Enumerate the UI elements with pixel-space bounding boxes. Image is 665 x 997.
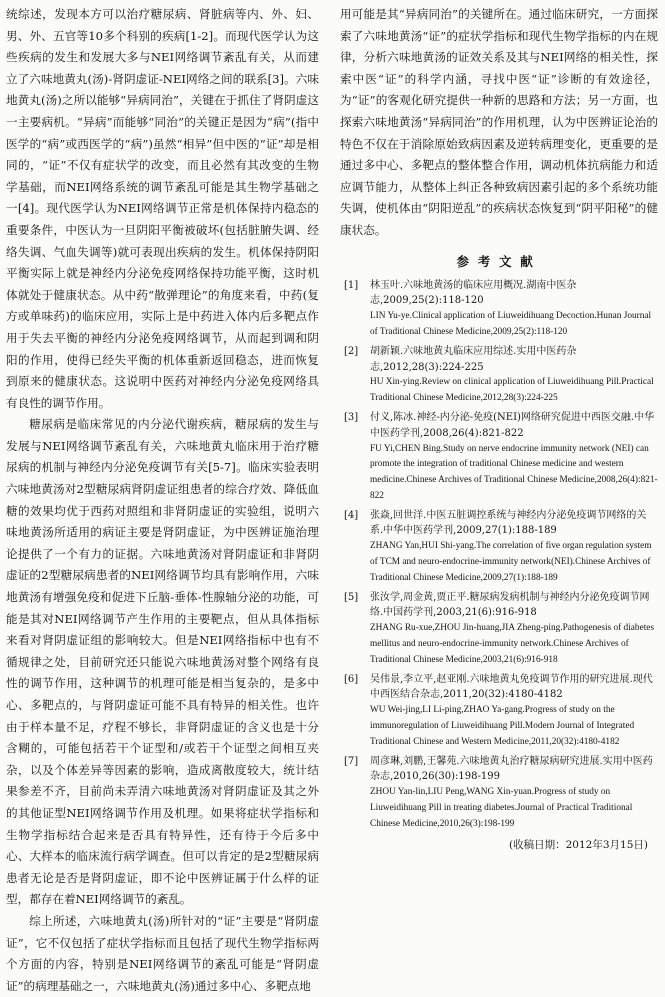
reference-item (340, 590, 658, 669)
reference-number: [2] (344, 345, 359, 357)
reference-english: FU Yi,CHEN Bing.Study on nerve endocrine immunity network (NEI) can promote the integration of traditional Chinese medicine and western medicine.Chinese Archives of Traditional Chinese Medicine,2008,26(4):821-822 (370, 443, 658, 501)
reference-english: ZHOU Yan-lin,LIU Peng,WANG Xin-yuan.Progress of study on Liuweidihuang Pill in treating diabetes.Journal of Practical Traditional Chinese Medicine,2010,26(3):198-199 (370, 787, 633, 829)
right-column (340, 4, 658, 853)
body-paragraph: 糖尿病是临床常见的内分泌代谢疾病，糖尿病的发生与发展与NEI网络调节紊乱有关，六味地黄丸临床用于治疗糖尿病的机制与神经内分泌免疫调节有关[5-7]。临床实验表明六味地黄汤对2型糖尿病肾阴虚证组患者的综合疗效、降低血糖的效果均优于西药对照组和非肾阴虚证的实验组，说明六味地黄汤所适用的病证主要是肾阴虚证，为中医辨证施治理论提供了一个有力的证据。六味地黄汤对肾阴虚证和非肾阴虚证的2型糖尿病患者的NEI网络调节均具有影响作用，六味地黄汤有增强免疫和促进下丘脑-垂体-性腺轴分泌的功能，可能是其对NEI网络调节产生作用的主要靶点，但从具体指标来看对肾阴虚证组的影响较大。但是NEI网络指标中也有不循规律之处，目前研究还只能说六味地黄汤对整个网络有良性的调节作用，这种调节的机理可能是相当复杂的，是多中心、多靶点的，与肾阴虚证可能不具有特异的相关性。也许由于样本量不足，疗程不够长，非肾阴虚证的含义也是十分含糊的，可能包括若干个证型和/或若干个证型之间相互夹杂，以及个体差异等因素的影响，造成离散度较大，统计结果参差不齐，目前尚未弄清六味地黄汤对肾阴虚证及其之外的其他证型NEI网络调节作用及机理。如果将症状学指标和生物学指标结合起来是否具有特异性，还有待于今后多中心、大样本的临床流行病学调查。但可以肯定的是2型糖尿病患者无论是否是肾阴虚证，即不论中医辨证属于什么样的证型，都存在着NEI网络调节的紊乱。 (6, 417, 319, 907)
reference-chinese: 付义,陈冰.神经-内分泌-免疫(NEI)网络研究促进中西医交融.中华中医药学刊,2008,26(4):821-822 (370, 411, 655, 439)
reference-item (340, 754, 658, 833)
reference-item (340, 344, 658, 407)
received-date: (收稿日期：2012年3月15日) (509, 838, 648, 851)
reference-chinese: 张焱,回世洋.中医五脏调控系统与神经内分泌免疫调节网络的关系.中华中医药学刊,2009,27(1):188-189 (370, 509, 647, 537)
reference-english: HU Xin-ying.Review on clinical application of Liuweidihuang Pill.Practical Traditional Chinese Medicine,2012,28(3):224-225 (370, 377, 654, 404)
reference-english: ZHANG Ru-xue,ZHOU Jin-huang,JIA Zheng-ping.Pathogenesis of diabetes mellitus and neuro-endocrine-immunity network.Chinese Archives of Traditional Chinese Medicine,2003,21(6):916-918 (370, 623, 655, 665)
reference-english: LIN Yu-ye.Clinical application of Liuweidihuang Decoction.Hunan Journal of Traditional Chinese Medicine,2009,25(2):118-120 (370, 311, 652, 337)
left-column (6, 4, 319, 997)
reference-item (340, 508, 658, 587)
reference-number: [5] (344, 591, 359, 603)
reference-chinese: 林玉叶.六味地黄汤的临床应用概况.湖南中医杂志,2009,25(2):118-120 (370, 279, 577, 307)
body-paragraph: 用可能是其“异病同治”的关键所在。通过临床研究，一方面探索了六味地黄汤“证”的症状学指标和现代生物学指标的内在规律，分析六味地黄汤的证效关系及其与NEI网络的相关性，探索中医“证”的科学内涵，寻找中医“证”诊断的有效途径，为“证”的客观化研究提供一种新的思路和方法；另一方面，也探索六味地黄汤“异病同治”的作用机理，认为中医辨证论治的特色不仅在于消除原始致病因素及逆转病理变化，更重要的是通过多中心、多靶点的整体整合作用，调动机体抗病能力和适应调节能力，从整体上纠正各种致病因素引起的多个系统功能失调，使机体由“阴阳逆乱”的疾病状态恢复到“阴平阳秘”的健康状态。 (340, 7, 658, 237)
reference-item (340, 672, 658, 751)
reference-chinese: 胡新颖.六味地黄丸临床应用综述.实用中医药杂志,2012,28(3):224-225 (370, 345, 577, 373)
reference-english: ZHANG Yan,HUI Shi-yang.The correlation of five organ regulation system of TCM and neuro-endocrine-immunity network(NEI).Chinese Archives of Traditional Chinese Medicine,2009,27(1):188-189 (370, 541, 652, 583)
reference-chinese: 吴伟景,李立平,赵亚刚.六味地黄丸免疫调节作用的研究进展.现代中西医结合杂志,2011,20(32):4180-4182 (370, 673, 653, 701)
reference-item (340, 278, 658, 341)
reference-number: [4] (344, 509, 359, 521)
body-paragraph: 统综述，发现本方可以治疗糖尿病、肾脏病等内、外、妇、男、外、五官等10多个科别的疾病[1-2]。而现代医学认为这些疾病的发生和发展大多与NEI网络调节紊乱有关，从而建立了六味地黄丸(汤)-肾阴虚证-NEI网络之间的联系[3]。六味地黄丸(汤)之所以能够“异病同治”，关键在于抓住了肾阴虚这一主要病机。“异病”而能够“同治”的关键正是因为“病”(指中医学的“病”或西医学的“病”)虽然“相异”但中医的“证”却是相同的，“证”不仅有症状学的改变，而且必然有其改变的生物学基础，而NEI网络系统的调节紊乱可能是其生物学基础之一[4]。现代医学认为NEI网络调节正常是机体保持内稳态的重要条件，中医认为一旦阴阳平衡被破坏(包括脏腑失调、经络失调、气血失调等)就可表现出疾病的发生。机体保持阴阳平衡实际上就是神经内分泌免疫网络保持功能平衡，这时机体就处于健康状态。从中药“散弹理论”的角度来看，中药(复方或单味药)的临床应用，实际上是中药进入体内后多靶点作用于失去平衡的神经内分泌免疫网络调节，从而起到调和阴阳的作用，使得已经失平衡的机体重新返回稳态，进而恢复到原来的健康状态。这说明中医药对神经内分泌免疫网络具有良性的调节作用。 (6, 7, 319, 410)
reference-english: WU Wei-jing,LI Li-ping,ZHAO Ya-gang.Progress of study on the immunoregulation of Liuweidihuang Pill.Modern Journal of Integrated Traditional Chinese and Western Medicine,2011,20(32):4180-4182 (370, 705, 635, 747)
reference-chinese: 张汝学,周金黄,贾正平.糖尿病发病机制与神经内分泌免疫调节网络.中国药学刊,2003,21(6):916-918 (370, 591, 650, 619)
reference-number: [1] (344, 279, 359, 291)
reference-number: [7] (344, 755, 359, 767)
reference-number: [3] (344, 411, 359, 423)
body-paragraph: 综上所述，六味地黄丸(汤)所针对的“证”主要是“肾阴虚证”，它不仅包括了症状学指标而且包括了现代生物学指标两个方面的内容，特别是NEI网络调节的紊乱可能是“肾阴虚证”的病理基础之一，六味地黄丸(汤)通过多中心、多靶点地 (6, 913, 319, 993)
references-heading: 参考文献 (456, 253, 542, 269)
reference-number: [6] (344, 673, 359, 685)
reference-list (340, 278, 658, 833)
reference-item (340, 410, 658, 505)
reference-chinese: 周彦琳,刘鹏,王馨苑.六味地黄丸治疗糖尿病研究进展.实用中医药杂志,2010,26(30):198-199 (370, 755, 653, 783)
